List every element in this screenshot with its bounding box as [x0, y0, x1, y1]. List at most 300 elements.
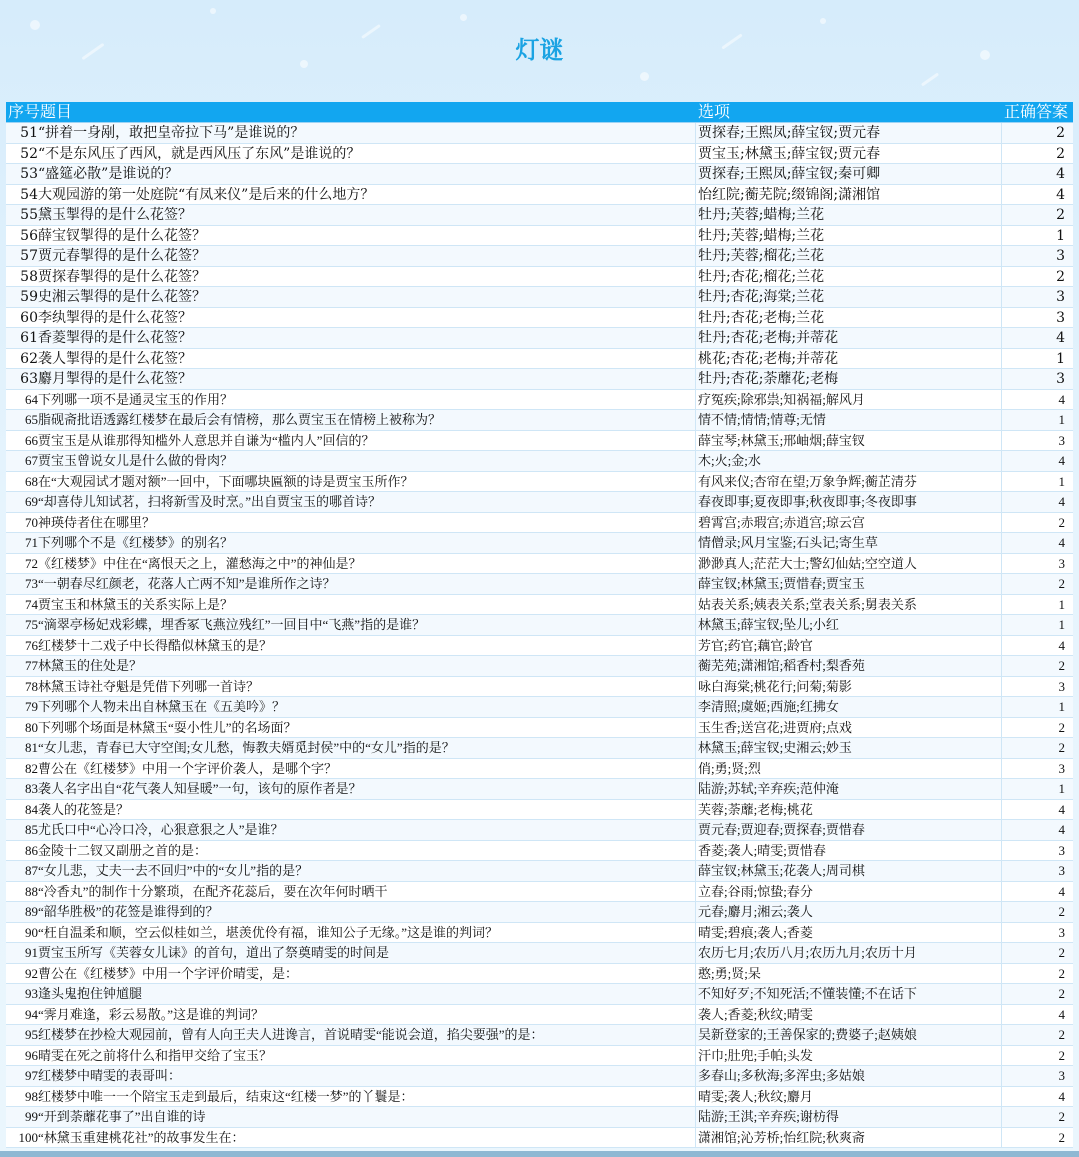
answer-cell: 2	[1058, 1109, 1065, 1124]
question-text: “韶华胜极”的花签是谁得到的？	[38, 904, 219, 919]
question-number: 66	[25, 432, 38, 448]
question-text: 红楼梦中晴雯的表哥叫：	[38, 1068, 182, 1083]
table-row	[6, 943, 1073, 964]
question-text: 红楼梦中唯一一个陪宝玉走到最后，结束这“红楼一梦”的丫鬟是：	[38, 1088, 414, 1104]
question-number: 65	[25, 412, 38, 427]
question-cell	[6, 718, 696, 738]
options-cell: 潇湘馆;沁芳桥;怡红院;秋爽斋	[696, 1128, 1002, 1148]
question-text: 林黛玉的住处是？	[38, 658, 143, 673]
question-text: 贾宝玉曾说女儿是什么做的骨肉？	[38, 453, 234, 468]
question-number: 82	[25, 760, 38, 776]
question-cell	[6, 923, 696, 943]
question-cell	[6, 984, 696, 1004]
question-cell	[6, 410, 696, 430]
question-number: 57	[20, 248, 38, 264]
table-row	[6, 677, 1073, 698]
table-row	[6, 308, 1073, 329]
options-cell: 疗冤疾;除邪祟;知祸福;解风月	[696, 390, 1002, 410]
question-text: 袭人的花签是？	[38, 801, 130, 817]
question-cell	[6, 123, 696, 143]
table-header	[6, 102, 1073, 123]
table-row	[6, 1025, 1073, 1046]
options-cell: 不知好歹;不知死活;不懂装懂;不在话下	[696, 984, 1002, 1004]
question-number: 93	[25, 986, 38, 1001]
table-row	[6, 123, 1073, 144]
question-number: 56	[20, 227, 38, 244]
question-number: 85	[25, 822, 38, 837]
answer-cell: 4	[1058, 822, 1065, 837]
question-text: 黛玉掣得的是什么花签？	[38, 207, 192, 223]
question-text: 贾元春掣得的是什么花签？	[38, 248, 206, 264]
question-text: 下列哪个人物未出自林黛玉在《五美吟》？	[38, 699, 286, 714]
answer-cell: 4	[1058, 391, 1065, 407]
options-cell: 香菱;袭人;晴雯;贾惜春	[696, 841, 1002, 861]
answer-cell: 3	[1058, 863, 1065, 878]
answer-cell: 3	[1058, 924, 1065, 940]
question-number: 83	[25, 781, 38, 796]
table-row	[6, 164, 1073, 185]
answer-cell: 4	[1058, 1006, 1065, 1022]
answer-cell: 1	[1058, 596, 1065, 612]
question-cell	[6, 1087, 696, 1107]
table-row	[6, 349, 1073, 370]
question-number: 73	[25, 576, 38, 591]
question-cell	[6, 615, 696, 635]
options-cell: 牡丹;芙蓉;榴花;兰花	[696, 246, 1002, 266]
background-dot	[820, 18, 826, 24]
answer-cell: 1	[1058, 473, 1065, 489]
question-text: 香菱掣得的是什么花签？	[38, 330, 192, 346]
options-cell: 林黛玉;薛宝钗;坠儿;小红	[696, 615, 1002, 635]
answer-cell: 2	[1058, 514, 1065, 530]
question-cell	[6, 1046, 696, 1066]
question-text: 贾探春掣得的是什么花签？	[38, 268, 206, 285]
options-cell: 情不情;情情;情尊;无情	[696, 410, 1002, 430]
question-cell	[6, 882, 696, 902]
options-cell: 蘅芜苑;潇湘馆;稻香村;梨香苑	[696, 656, 1002, 676]
options-cell: 牡丹;杏花;榴花;兰花	[696, 267, 1002, 287]
answer-cell: 2	[1058, 658, 1065, 673]
question-number: 62	[20, 350, 38, 367]
question-number: 77	[25, 658, 38, 673]
table-body	[6, 123, 1073, 1148]
question-cell	[6, 800, 696, 820]
question-text: “枉自温柔和顺，空云似桂如兰，堪羡优伶有福，谁知公子无缘。”这是谁的判词？	[38, 924, 499, 940]
answer-cell: 2	[1056, 145, 1065, 162]
answer-cell: 1	[1058, 781, 1065, 796]
question-number: 79	[25, 699, 38, 714]
options-cell: 芙蓉;荼蘼;老梅;桃花	[696, 800, 1002, 820]
table-row	[6, 287, 1073, 308]
question-text: 下列哪一项不是通灵宝玉的作用？	[38, 391, 234, 407]
options-cell: 桃花;杏花;老梅;并蒂花	[696, 349, 1002, 369]
question-text: 下列哪个场面是林黛玉“耍小性儿”的名场面？	[38, 719, 297, 735]
answer-cell: 2	[1056, 207, 1065, 223]
options-cell: 元春;麝月;湘云;袭人	[696, 902, 1002, 922]
answer-cell: 4	[1058, 883, 1065, 899]
table-row	[6, 902, 1073, 923]
answer-cell: 4	[1058, 637, 1065, 653]
question-text: 大观园游的第一处庭院“有凤来仪”是后来的什么地方？	[38, 186, 375, 203]
question-text: 下列哪个不是《红楼梦》的别名？	[38, 535, 234, 550]
answer-cell: 2	[1058, 719, 1065, 735]
question-number: 94	[25, 1006, 38, 1022]
question-cell	[6, 451, 696, 471]
question-number: 71	[25, 535, 38, 550]
question-text: 贾宝玉是从谁那得知槛外人意思并自谦为“槛内人”回信的？	[38, 432, 375, 448]
table-row	[6, 1128, 1073, 1149]
question-text: 袭人名字出自“花气袭人知昼暖”一句，该句的原作者是？	[38, 781, 362, 796]
answer-cell: 3	[1058, 555, 1065, 571]
table-row	[6, 1087, 1073, 1108]
question-cell	[6, 144, 696, 164]
options-cell: 姑表关系;姨表关系;堂表关系;舅表关系	[696, 595, 1002, 615]
question-number: 55	[20, 207, 38, 223]
question-number: 72	[25, 555, 38, 571]
header-question: 序号题目	[8, 102, 73, 121]
table-row	[6, 492, 1073, 513]
options-cell: 牡丹;芙蓉;蜡梅;兰花	[696, 226, 1002, 246]
table-row	[6, 390, 1073, 411]
question-cell	[6, 1107, 696, 1127]
answer-cell: 2	[1058, 904, 1065, 919]
table-row	[6, 574, 1073, 595]
options-cell: 憨;勇;贤;呆	[696, 964, 1002, 984]
question-number: 74	[25, 596, 38, 612]
options-cell: 玉生香;送宫花;进贾府;点戏	[696, 718, 1002, 738]
options-cell: 牡丹;杏花;老梅;兰花	[696, 308, 1002, 328]
table-row	[6, 369, 1073, 390]
question-text: “女儿悲，丈夫一去不回归”中的“女儿”指的是？	[38, 863, 309, 878]
question-number: 59	[20, 289, 38, 305]
question-number: 70	[25, 514, 38, 530]
table-row	[6, 800, 1073, 821]
question-number: 91	[25, 945, 38, 960]
question-cell	[6, 1025, 696, 1045]
question-number: 61	[20, 330, 38, 346]
answer-cell: 2	[1058, 1027, 1065, 1042]
table-row	[6, 820, 1073, 841]
answer-cell: 3	[1058, 678, 1065, 694]
table-row	[6, 554, 1073, 575]
options-cell: 春夜即事;夏夜即事;秋夜即事;冬夜即事	[696, 492, 1002, 512]
question-number: 54	[20, 186, 38, 203]
options-cell: 薛宝钗;林黛玉;花袭人;周司棋	[696, 861, 1002, 881]
options-cell: 晴雯;袭人;秋纹;麝月	[696, 1087, 1002, 1107]
answer-cell: 1	[1058, 699, 1065, 714]
question-cell	[6, 349, 696, 369]
answer-cell: 2	[1056, 125, 1065, 141]
question-number: 63	[20, 371, 38, 387]
options-cell: 俏;勇;贤;烈	[696, 759, 1002, 779]
question-text: “女儿悲，青春已大守空闺;女儿愁，悔教夫婿觅封侯”中的“女儿”指的是？	[38, 740, 455, 755]
answer-cell: 2	[1056, 268, 1065, 285]
question-number: 51	[20, 125, 38, 141]
answer-cell: 3	[1058, 760, 1065, 776]
question-number: 60	[20, 309, 38, 326]
answer-cell: 3	[1056, 309, 1065, 326]
answer-cell: 3	[1058, 1068, 1065, 1083]
question-cell	[6, 185, 696, 205]
options-cell: 芳官;药官;藕官;龄官	[696, 636, 1002, 656]
question-number: 52	[20, 145, 38, 162]
answer-cell: 2	[1058, 965, 1065, 981]
question-text: “开到荼蘼花事了”出自谁的诗	[38, 1109, 206, 1124]
riddle-table	[6, 102, 1073, 1148]
question-number: 84	[25, 801, 38, 817]
question-cell	[6, 861, 696, 881]
question-text: 晴雯在死之前将什么和指甲交给了宝玉？	[38, 1047, 273, 1063]
table-row	[6, 1046, 1073, 1067]
table-row	[6, 513, 1073, 534]
table-row	[6, 882, 1073, 903]
question-text: 麝月掣得的是什么花签？	[38, 371, 192, 387]
answer-cell: 4	[1056, 186, 1065, 203]
options-cell: 汗巾;肚兜;手帕;头发	[696, 1046, 1002, 1066]
question-text: 红楼梦在抄检大观园前，曾有人向王夫人进谗言，首说晴雯“能说会道，掐尖要强”的是：	[38, 1027, 544, 1042]
question-cell	[6, 513, 696, 533]
options-cell: 晴雯;碧痕;袭人;香菱	[696, 923, 1002, 943]
bottom-bar	[0, 1151, 1079, 1157]
table-row	[6, 984, 1073, 1005]
question-number: 97	[25, 1068, 38, 1083]
question-text: 尤氏口中“心冷口冷，心狠意狠之人”是谁？	[38, 822, 284, 837]
table-row	[6, 1066, 1073, 1087]
question-text: 林黛玉诗社夺魁是凭借下列哪一首诗？	[38, 678, 260, 694]
options-cell: 怡红院;蘅芜院;缀锦阁;潇湘馆	[696, 185, 1002, 205]
options-cell: 情僧录;风月宝鉴;石头记;寄生草	[696, 533, 1002, 553]
question-text: 袭人掣得的是什么花签？	[38, 350, 192, 367]
options-cell: 贾宝玉;林黛玉;薛宝钗;贾元春	[696, 144, 1002, 164]
question-number: 86	[25, 842, 38, 858]
options-cell: 袭人;香菱;秋纹;晴雯	[696, 1005, 1002, 1025]
question-cell	[6, 902, 696, 922]
question-number: 80	[25, 719, 38, 735]
answer-cell: 1	[1058, 412, 1065, 427]
question-number: 92	[25, 965, 38, 981]
question-number: 95	[25, 1027, 38, 1042]
question-cell	[6, 226, 696, 246]
table-row	[6, 472, 1073, 493]
table-row	[6, 205, 1073, 226]
question-cell	[6, 841, 696, 861]
background-dash	[921, 73, 939, 87]
question-cell	[6, 328, 696, 348]
question-cell	[6, 656, 696, 676]
question-cell	[6, 164, 696, 184]
question-text: “盛筵必散”是谁说的？	[38, 166, 179, 182]
table-row	[6, 431, 1073, 452]
background-dot	[210, 8, 216, 14]
answer-cell: 4	[1058, 801, 1065, 817]
table-row	[6, 779, 1073, 800]
question-text: “却喜侍儿知试茗，扫将新雪及时烹。”出自贾宝玉的哪首诗？	[38, 494, 382, 509]
question-cell	[6, 1066, 696, 1086]
table-row	[6, 718, 1073, 739]
table-row	[6, 923, 1073, 944]
header-options: 选项	[698, 102, 731, 121]
options-cell: 碧霄宫;赤瑕宫;赤逍宫;琼云宫	[696, 513, 1002, 533]
question-cell	[6, 759, 696, 779]
answer-cell: 4	[1056, 330, 1065, 346]
answer-cell: 1	[1056, 227, 1065, 244]
answer-cell: 2	[1058, 576, 1065, 591]
question-text: “林黛玉重建桃花社”的故事发生在：	[38, 1129, 245, 1145]
question-text: 曹公在《红楼梦》中用一个字评价晴雯，是：	[38, 965, 299, 981]
answer-cell: 2	[1058, 1129, 1065, 1145]
options-cell: 牡丹;杏花;海棠;兰花	[696, 287, 1002, 307]
question-cell	[6, 390, 696, 410]
answer-cell: 1	[1056, 350, 1065, 367]
question-number: 96	[25, 1047, 38, 1063]
question-cell	[6, 554, 696, 574]
options-cell: 木;火;金;水	[696, 451, 1002, 471]
question-cell	[6, 1128, 696, 1148]
table-row	[6, 267, 1073, 288]
answer-cell: 3	[1056, 371, 1065, 387]
question-cell	[6, 472, 696, 492]
options-cell: 牡丹;芙蓉;蜡梅;兰花	[696, 205, 1002, 225]
options-cell: 咏白海棠;桃花行;问菊;菊影	[696, 677, 1002, 697]
question-number: 89	[25, 904, 38, 919]
question-number: 100	[18, 1129, 38, 1145]
background-dot	[640, 72, 649, 81]
table-row	[6, 1005, 1073, 1026]
question-cell	[6, 369, 696, 389]
question-cell	[6, 267, 696, 287]
question-number: 90	[25, 924, 38, 940]
question-number: 81	[25, 740, 38, 755]
table-row	[6, 615, 1073, 636]
options-cell: 有风来仪;杏帘在望;万象争辉;蘅芷清芬	[696, 472, 1002, 492]
question-number: 99	[25, 1109, 38, 1124]
question-cell	[6, 431, 696, 451]
question-number: 58	[20, 268, 38, 285]
question-cell	[6, 205, 696, 225]
question-number: 64	[25, 391, 38, 407]
answer-cell: 1	[1058, 617, 1065, 632]
question-text: 脂砚斋批语透露红楼梦在最后会有情榜，那么贾宝玉在情榜上被称为？	[38, 412, 442, 427]
question-cell	[6, 574, 696, 594]
question-text: “滴翠亭杨妃戏彩蝶，埋香冢飞燕泣残红”一回目中“飞燕”指的是谁？	[38, 617, 426, 632]
table-row	[6, 144, 1073, 165]
table-row	[6, 410, 1073, 431]
options-cell: 渺渺真人;茫茫大士;警幻仙姑;空空道人	[696, 554, 1002, 574]
table-row	[6, 533, 1073, 554]
question-text: “冷香丸”的制作十分繁琐，在配齐花蕊后，要在次年何时晒干	[38, 883, 388, 899]
question-text: 李纨掣得的是什么花签？	[38, 309, 192, 326]
background-dot	[30, 20, 40, 30]
answer-cell: 3	[1058, 842, 1065, 858]
table-row	[6, 861, 1073, 882]
question-text: 金陵十二钗又副册之首的是：	[38, 842, 208, 858]
table-row	[6, 636, 1073, 657]
question-text: 在“大观园试才题对额”一回中，下面哪块匾额的诗是贾宝玉所作？	[38, 473, 414, 489]
question-text: 贾宝玉和林黛玉的关系实际上是？	[38, 596, 234, 612]
options-cell: 薛宝钗;林黛玉;贾惜春;贾宝玉	[696, 574, 1002, 594]
question-number: 98	[25, 1088, 38, 1104]
question-number: 68	[25, 473, 38, 489]
options-cell: 贾探春;王熙凤;薛宝钗;贾元春	[696, 123, 1002, 143]
header-answer: 正确答案	[1004, 102, 1069, 121]
options-cell: 李清照;虞姬;西施;红拂女	[696, 697, 1002, 717]
question-cell	[6, 287, 696, 307]
question-text: 史湘云掣得的是什么花签？	[38, 289, 206, 305]
question-number: 76	[25, 637, 38, 653]
question-cell	[6, 246, 696, 266]
question-number: 67	[25, 453, 38, 468]
question-cell	[6, 964, 696, 984]
table-row	[6, 328, 1073, 349]
page-title: 灯谜	[515, 36, 564, 64]
answer-cell: 2	[1058, 740, 1065, 755]
options-cell: 林黛玉;薛宝钗;史湘云;妙玉	[696, 738, 1002, 758]
question-number: 87	[25, 863, 38, 878]
question-cell	[6, 636, 696, 656]
question-number: 75	[25, 617, 38, 632]
question-text: 曹公在《红楼梦》中用一个字评价袭人，是哪个字？	[38, 760, 338, 776]
question-cell	[6, 943, 696, 963]
table-row	[6, 226, 1073, 247]
answer-cell: 3	[1056, 248, 1065, 264]
table-row	[6, 246, 1073, 267]
table-row	[6, 697, 1073, 718]
answer-cell: 4	[1058, 453, 1065, 468]
table-row	[6, 185, 1073, 206]
question-number: 78	[25, 678, 38, 694]
question-text: “一朝春尽红颜老，花落人亡两不知”是谁所作之诗？	[38, 576, 336, 591]
question-text: 神瑛侍者住在哪里？	[38, 514, 156, 530]
options-cell: 陆游;王淇;辛弃疾;谢枋得	[696, 1107, 1002, 1127]
options-cell: 吴新登家的;王善保家的;费婆子;赵姨娘	[696, 1025, 1002, 1045]
answer-cell: 3	[1056, 289, 1065, 305]
question-cell	[6, 738, 696, 758]
question-cell	[6, 1005, 696, 1025]
table-row	[6, 656, 1073, 677]
question-number: 69	[25, 494, 38, 509]
answer-cell: 4	[1058, 535, 1065, 550]
question-cell	[6, 492, 696, 512]
question-text: 红楼梦十二戏子中长得酷似林黛玉的是？	[38, 637, 273, 653]
question-cell	[6, 533, 696, 553]
question-text: 薛宝钗掣得的是什么花签？	[38, 227, 206, 244]
question-cell	[6, 595, 696, 615]
table-row	[6, 759, 1073, 780]
table-row	[6, 1107, 1073, 1128]
question-cell	[6, 308, 696, 328]
question-text: “霁月难逢，彩云易散。”这是谁的判词？	[38, 1006, 265, 1022]
answer-cell: 4	[1058, 1088, 1065, 1104]
table-row	[6, 595, 1073, 616]
question-cell	[6, 820, 696, 840]
options-cell: 贾探春;王熙凤;薛宝钗;秦可卿	[696, 164, 1002, 184]
answer-cell: 3	[1058, 432, 1065, 448]
options-cell: 牡丹;杏花;荼蘼花;老梅	[696, 369, 1002, 389]
answer-cell: 2	[1058, 986, 1065, 1001]
question-text: 贾宝玉所写《芙蓉女儿诔》的首句，道出了祭奠晴雯的时间是	[38, 945, 390, 960]
question-text: 《红楼梦》中住在“离恨天之上，灌愁海之中”的神仙是？	[38, 555, 362, 571]
options-cell: 贾元春;贾迎春;贾探春;贾惜春	[696, 820, 1002, 840]
question-number: 88	[25, 883, 38, 899]
answer-cell: 4	[1058, 494, 1065, 509]
table-row	[6, 841, 1073, 862]
options-cell: 陆游;苏轼;辛弃疾;范仲淹	[696, 779, 1002, 799]
question-cell	[6, 677, 696, 697]
options-cell: 牡丹;杏花;老梅;并蒂花	[696, 328, 1002, 348]
question-text: “拼着一身剐，敢把皇帝拉下马”是谁说的？	[38, 125, 305, 141]
options-cell: 立春;谷雨;惊蛰;春分	[696, 882, 1002, 902]
table-row	[6, 964, 1073, 985]
